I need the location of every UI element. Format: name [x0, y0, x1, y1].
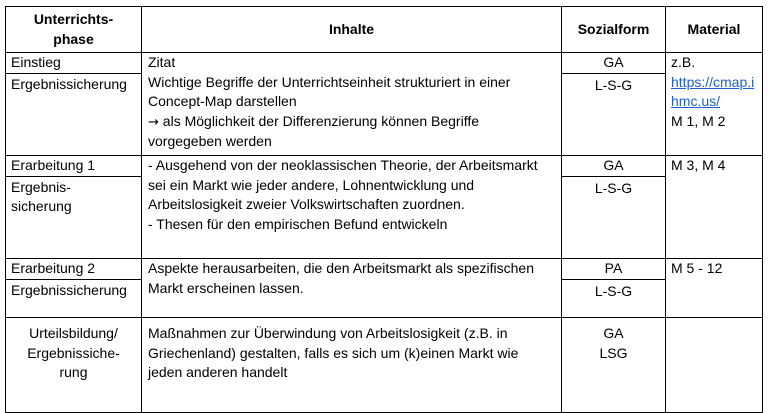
phase-cell — [6, 156, 142, 259]
sozialform-value: GA — [562, 53, 665, 74]
content-line: - Thesen für den empirischen Befund entwickeln — [148, 215, 448, 232]
content-cell — [142, 53, 562, 156]
material-prefix: z.B. — [671, 54, 696, 70]
table-row — [6, 156, 763, 259]
sozialform-value: GA — [562, 156, 665, 177]
sozialform-cell — [562, 259, 666, 318]
material-cell — [666, 53, 763, 156]
sozialform-cell — [562, 318, 666, 413]
material-cell — [666, 156, 763, 259]
material-cell — [666, 318, 763, 413]
header-phase: Unterrichts- phase — [6, 7, 142, 53]
content-line: Aspekte herausarbeiten, die den Arbeitsmarkt als spezifischen Markt erscheinen lassen. — [148, 260, 534, 296]
header-material: Material — [666, 7, 763, 53]
content-line: - Ausgehend von der neoklassischen Theorie, der Arbeitsmarkt sei ein Markt wie jeder andere, Lohnentwicklung und Arbeitslosigkeit zweier Volkswirtschaften zuordnen. — [148, 157, 538, 212]
lesson-plan-table — [5, 6, 763, 413]
sozialform-value: L-S-G — [594, 179, 633, 196]
content-cell — [142, 318, 562, 413]
material-value: M 3, M 4 — [671, 157, 726, 173]
phase-label: Erarbeitung 2 — [6, 259, 141, 280]
content-line: Zitat — [148, 54, 176, 70]
phase-cell — [6, 259, 142, 318]
sozialform-value: GA — [603, 325, 624, 341]
sozialform-cell — [562, 53, 666, 156]
phase-cell — [6, 53, 142, 156]
phase-label: Ergebnis- sicherung — [11, 178, 72, 214]
phase-label: Ergebnissicherung — [11, 281, 127, 298]
phase-label: Einstieg — [6, 53, 141, 74]
table-row — [6, 318, 763, 413]
material-cell — [666, 259, 763, 318]
header-sozialform: Sozialform — [562, 7, 666, 53]
header-inhalte: Inhalte — [142, 7, 562, 53]
phase-label: Ergebnissicherung — [11, 75, 127, 92]
table-row — [6, 259, 763, 318]
content-cell — [142, 156, 562, 259]
material-value: M 1, M 2 — [671, 112, 726, 129]
phase-label: Urteilsbildung/ Ergebnissiche- rung — [6, 318, 142, 413]
material-value: M 5 - 12 — [671, 260, 723, 276]
sozialform-value: L-S-G — [594, 76, 633, 93]
content-line: Maßnahmen zur Überwindung von Arbeitslosigkeit (z.B. in Griechenland) gestalten, falls es sich um (k)einen Markt wie jeden anderen handelt — [148, 325, 519, 380]
sozialform-value: PA — [562, 259, 665, 280]
phase-label: Erarbeitung 1 — [6, 156, 141, 177]
content-line: → als Möglichkeit der Differenzierung können Begriffe vorgegeben werden — [148, 112, 480, 149]
arrow-right-icon: → — [148, 114, 159, 130]
sozialform-value: LSG — [599, 344, 628, 361]
sozialform-cell — [562, 156, 666, 259]
header-row — [6, 7, 763, 53]
material-link[interactable]: https://cmap.ihmc.us/ — [671, 73, 755, 109]
table-row — [6, 53, 763, 156]
content-cell — [142, 259, 562, 318]
sozialform-value: L-S-G — [594, 282, 633, 299]
content-line: Wichtige Begriffe der Unterrichtseinheit strukturiert in einer Concept-Map darstellen — [148, 73, 511, 109]
